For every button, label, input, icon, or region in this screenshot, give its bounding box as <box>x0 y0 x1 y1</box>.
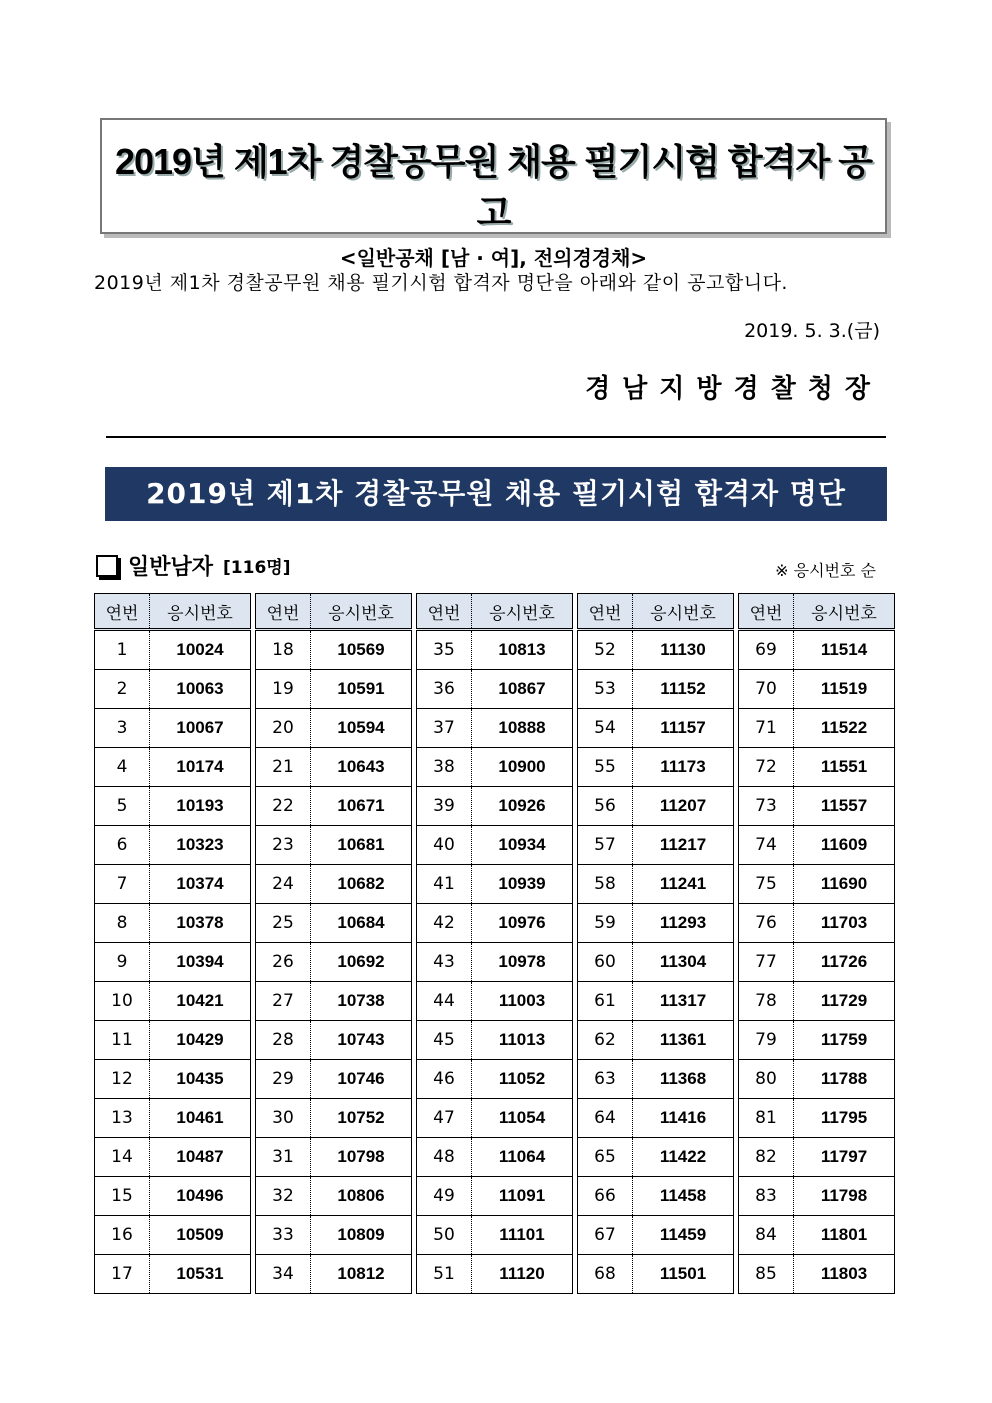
exam-number: 11459 <box>633 1216 734 1255</box>
row-number: 70 <box>739 670 794 709</box>
title-box <box>100 118 887 270</box>
row-number: 20 <box>256 709 311 748</box>
row-number: 42 <box>417 904 472 943</box>
row-number: 60 <box>578 943 633 982</box>
exam-number: 11361 <box>633 1021 734 1060</box>
exam-number: 10692 <box>311 943 412 982</box>
header-id: 응시번호 <box>794 594 895 630</box>
header-row <box>739 594 895 630</box>
date: 2019. 5. 3.(금) <box>744 320 880 342</box>
table-row <box>739 1021 895 1060</box>
exam-number: 11501 <box>633 1255 734 1294</box>
header-id: 응시번호 <box>150 594 251 630</box>
header-no: 연번 <box>417 594 472 630</box>
table-row <box>95 904 251 943</box>
results-table <box>94 593 251 1294</box>
table-row <box>417 630 573 670</box>
table-row <box>95 1060 251 1099</box>
exam-number: 10024 <box>150 630 251 670</box>
exam-number: 11557 <box>794 787 895 826</box>
table-row <box>417 1138 573 1177</box>
row-number: 49 <box>417 1177 472 1216</box>
table-row <box>739 787 895 826</box>
row-number: 36 <box>417 670 472 709</box>
table-row <box>739 1099 895 1138</box>
exam-number: 10643 <box>311 748 412 787</box>
exam-number: 11120 <box>472 1255 573 1294</box>
row-number: 11 <box>95 1021 150 1060</box>
exam-number: 10591 <box>311 670 412 709</box>
table-row <box>739 982 895 1021</box>
table-row <box>256 1216 412 1255</box>
table-row <box>578 943 734 982</box>
row-number: 34 <box>256 1255 311 1294</box>
table-row <box>256 826 412 865</box>
exam-number: 10378 <box>150 904 251 943</box>
row-number: 10 <box>95 982 150 1021</box>
header-no: 연번 <box>739 594 794 630</box>
exam-number: 10798 <box>311 1138 412 1177</box>
table-row <box>739 1177 895 1216</box>
table-row <box>417 982 573 1021</box>
row-number: 82 <box>739 1138 794 1177</box>
row-number: 3 <box>95 709 150 748</box>
table-row <box>578 1060 734 1099</box>
table-row <box>739 630 895 670</box>
list-banner: 2019년 제1차 경찰공무원 채용 필기시험 합격자 명단 <box>105 467 887 521</box>
row-number: 16 <box>95 1216 150 1255</box>
row-number: 26 <box>256 943 311 982</box>
exam-number: 10813 <box>472 630 573 670</box>
exam-number: 11064 <box>472 1138 573 1177</box>
results-table <box>577 593 734 1294</box>
table-row <box>417 1021 573 1060</box>
row-number: 52 <box>578 630 633 670</box>
exam-number: 10487 <box>150 1138 251 1177</box>
table-row <box>578 1216 734 1255</box>
exam-number: 10435 <box>150 1060 251 1099</box>
table-row <box>739 865 895 904</box>
table-row <box>739 1255 895 1294</box>
table-row <box>417 1255 573 1294</box>
table-row <box>417 865 573 904</box>
exam-number: 10374 <box>150 865 251 904</box>
row-number: 69 <box>739 630 794 670</box>
row-number: 57 <box>578 826 633 865</box>
table-row <box>578 1177 734 1216</box>
table-row <box>95 709 251 748</box>
row-number: 67 <box>578 1216 633 1255</box>
row-number: 45 <box>417 1021 472 1060</box>
notice-subtitle: <일반공채 [남 · 여], 전의경경채> <box>339 246 648 270</box>
exam-number: 10684 <box>311 904 412 943</box>
table-row <box>256 982 412 1021</box>
exam-number: 11759 <box>794 1021 895 1060</box>
exam-number: 11091 <box>472 1177 573 1216</box>
row-number: 13 <box>95 1099 150 1138</box>
header-row <box>95 594 251 630</box>
exam-number: 11130 <box>633 630 734 670</box>
table-row <box>578 1255 734 1294</box>
row-number: 78 <box>739 982 794 1021</box>
exam-number: 10509 <box>150 1216 251 1255</box>
table-row <box>256 1060 412 1099</box>
row-number: 53 <box>578 670 633 709</box>
table-row <box>95 826 251 865</box>
exam-number: 10063 <box>150 670 251 709</box>
table-row <box>95 670 251 709</box>
header-no: 연번 <box>578 594 633 630</box>
exam-number: 11609 <box>794 826 895 865</box>
row-number: 18 <box>256 630 311 670</box>
exam-number: 11207 <box>633 787 734 826</box>
exam-number: 10671 <box>311 787 412 826</box>
exam-number: 11003 <box>472 982 573 1021</box>
exam-number: 10752 <box>311 1099 412 1138</box>
table-row <box>578 865 734 904</box>
row-number: 47 <box>417 1099 472 1138</box>
table-row <box>95 943 251 982</box>
exam-number: 11013 <box>472 1021 573 1060</box>
exam-number: 11101 <box>472 1216 573 1255</box>
exam-number: 11173 <box>633 748 734 787</box>
header-id: 응시번호 <box>311 594 412 630</box>
signatory: 경남지방경찰청장 <box>585 374 882 404</box>
table-row <box>417 1060 573 1099</box>
row-number: 84 <box>739 1216 794 1255</box>
results-table <box>255 593 412 1294</box>
exam-number: 11797 <box>794 1138 895 1177</box>
table-row <box>578 709 734 748</box>
table-row <box>95 1138 251 1177</box>
row-number: 81 <box>739 1099 794 1138</box>
exam-number: 10809 <box>311 1216 412 1255</box>
exam-number: 11368 <box>633 1060 734 1099</box>
table-row <box>578 1021 734 1060</box>
row-number: 55 <box>578 748 633 787</box>
row-number: 21 <box>256 748 311 787</box>
row-number: 85 <box>739 1255 794 1294</box>
row-number: 31 <box>256 1138 311 1177</box>
table-row <box>95 865 251 904</box>
exam-number: 10738 <box>311 982 412 1021</box>
table-row <box>578 1138 734 1177</box>
row-number: 8 <box>95 904 150 943</box>
exam-number: 10888 <box>472 709 573 748</box>
table-row <box>578 748 734 787</box>
table-row <box>256 865 412 904</box>
table-row <box>739 748 895 787</box>
table-row <box>256 1177 412 1216</box>
row-number: 7 <box>95 865 150 904</box>
row-number: 40 <box>417 826 472 865</box>
row-number: 27 <box>256 982 311 1021</box>
exam-number: 10743 <box>311 1021 412 1060</box>
table-row <box>739 1138 895 1177</box>
exam-number: 10900 <box>472 748 573 787</box>
row-number: 80 <box>739 1060 794 1099</box>
exam-number: 11519 <box>794 670 895 709</box>
table-row <box>256 787 412 826</box>
exam-number: 11152 <box>633 670 734 709</box>
row-number: 12 <box>95 1060 150 1099</box>
row-number: 66 <box>578 1177 633 1216</box>
notice-title: 2019년 제1차 경찰공무원 채용 필기시험 합격자 공고 <box>114 141 873 233</box>
exam-number: 11054 <box>472 1099 573 1138</box>
row-number: 75 <box>739 865 794 904</box>
section-heading <box>96 550 290 581</box>
row-number: 33 <box>256 1216 311 1255</box>
exam-number: 11157 <box>633 709 734 748</box>
exam-number: 11514 <box>794 630 895 670</box>
exam-number: 11422 <box>633 1138 734 1177</box>
table-row <box>95 748 251 787</box>
row-number: 5 <box>95 787 150 826</box>
table-row <box>578 1099 734 1138</box>
table-row <box>417 826 573 865</box>
row-number: 32 <box>256 1177 311 1216</box>
row-number: 64 <box>578 1099 633 1138</box>
row-number: 77 <box>739 943 794 982</box>
row-number: 44 <box>417 982 472 1021</box>
row-number: 73 <box>739 787 794 826</box>
exam-number: 11458 <box>633 1177 734 1216</box>
exam-number: 11690 <box>794 865 895 904</box>
header-row <box>256 594 412 630</box>
row-number: 24 <box>256 865 311 904</box>
row-number: 58 <box>578 865 633 904</box>
exam-number: 10067 <box>150 709 251 748</box>
header-no: 연번 <box>95 594 150 630</box>
row-number: 56 <box>578 787 633 826</box>
row-number: 37 <box>417 709 472 748</box>
header-no: 연번 <box>256 594 311 630</box>
row-number: 79 <box>739 1021 794 1060</box>
exam-number: 10812 <box>311 1255 412 1294</box>
table-row <box>578 904 734 943</box>
exam-number: 10934 <box>472 826 573 865</box>
exam-number: 10976 <box>472 904 573 943</box>
row-number: 62 <box>578 1021 633 1060</box>
table-row <box>417 670 573 709</box>
row-number: 59 <box>578 904 633 943</box>
exam-number: 10939 <box>472 865 573 904</box>
row-number: 61 <box>578 982 633 1021</box>
exam-number: 11726 <box>794 943 895 982</box>
results-table <box>738 593 895 1294</box>
table-row <box>739 709 895 748</box>
row-number: 51 <box>417 1255 472 1294</box>
row-number: 1 <box>95 630 150 670</box>
row-number: 50 <box>417 1216 472 1255</box>
header-id: 응시번호 <box>472 594 573 630</box>
row-number: 68 <box>578 1255 633 1294</box>
exam-number: 10496 <box>150 1177 251 1216</box>
table-row <box>256 748 412 787</box>
intro-text: 2019년 제1차 경찰공무원 채용 필기시험 합격자 명단을 아래와 같이 공고합니다. <box>94 272 788 294</box>
exam-number: 10461 <box>150 1099 251 1138</box>
results-table <box>416 593 573 1294</box>
exam-number: 11317 <box>633 982 734 1021</box>
table-row <box>417 904 573 943</box>
header-row <box>578 594 734 630</box>
section-count: [116명] <box>223 558 291 578</box>
row-number: 30 <box>256 1099 311 1138</box>
row-number: 83 <box>739 1177 794 1216</box>
row-number: 38 <box>417 748 472 787</box>
row-number: 46 <box>417 1060 472 1099</box>
table-row <box>739 1060 895 1099</box>
row-number: 39 <box>417 787 472 826</box>
exam-number: 11241 <box>633 865 734 904</box>
exam-number: 11217 <box>633 826 734 865</box>
table-row <box>578 826 734 865</box>
exam-number: 11052 <box>472 1060 573 1099</box>
row-number: 15 <box>95 1177 150 1216</box>
row-number: 71 <box>739 709 794 748</box>
table-row <box>739 826 895 865</box>
table-row <box>256 670 412 709</box>
exam-number: 11801 <box>794 1216 895 1255</box>
exam-number: 11729 <box>794 982 895 1021</box>
row-number: 76 <box>739 904 794 943</box>
exam-number: 10394 <box>150 943 251 982</box>
row-number: 28 <box>256 1021 311 1060</box>
table-row <box>256 709 412 748</box>
table-row <box>578 787 734 826</box>
table-row <box>417 1099 573 1138</box>
row-number: 19 <box>256 670 311 709</box>
exam-number: 11304 <box>633 943 734 982</box>
table-row <box>739 670 895 709</box>
exam-number: 10531 <box>150 1255 251 1294</box>
exam-number: 10594 <box>311 709 412 748</box>
exam-number: 11551 <box>794 748 895 787</box>
checkbox-square-icon <box>96 555 118 577</box>
exam-number: 11795 <box>794 1099 895 1138</box>
table-row <box>95 1177 251 1216</box>
section-label: 일반남자 <box>128 555 214 580</box>
exam-number: 10429 <box>150 1021 251 1060</box>
sort-note: ※ 응시번호 순 <box>775 561 876 580</box>
table-row <box>578 670 734 709</box>
row-number: 14 <box>95 1138 150 1177</box>
results-tables <box>94 593 895 1294</box>
row-number: 63 <box>578 1060 633 1099</box>
table-row <box>95 1099 251 1138</box>
row-number: 43 <box>417 943 472 982</box>
exam-number: 10682 <box>311 865 412 904</box>
row-number: 4 <box>95 748 150 787</box>
row-number: 23 <box>256 826 311 865</box>
row-number: 48 <box>417 1138 472 1177</box>
table-row <box>417 787 573 826</box>
row-number: 25 <box>256 904 311 943</box>
row-number: 22 <box>256 787 311 826</box>
table-row <box>417 1216 573 1255</box>
table-row <box>256 1099 412 1138</box>
exam-number: 11416 <box>633 1099 734 1138</box>
row-number: 35 <box>417 630 472 670</box>
table-row <box>256 1021 412 1060</box>
table-row <box>578 630 734 670</box>
table-row <box>95 1021 251 1060</box>
table-row <box>95 787 251 826</box>
exam-number: 11798 <box>794 1177 895 1216</box>
exam-number: 10323 <box>150 826 251 865</box>
table-row <box>256 904 412 943</box>
exam-number: 11803 <box>794 1255 895 1294</box>
table-row <box>256 943 412 982</box>
row-number: 54 <box>578 709 633 748</box>
row-number: 41 <box>417 865 472 904</box>
divider <box>106 436 886 438</box>
table-row <box>95 1255 251 1294</box>
row-number: 17 <box>95 1255 150 1294</box>
exam-number: 11293 <box>633 904 734 943</box>
table-row <box>739 1216 895 1255</box>
table-row <box>417 943 573 982</box>
table-row <box>95 630 251 670</box>
table-row <box>95 982 251 1021</box>
row-number: 72 <box>739 748 794 787</box>
header-row <box>417 594 573 630</box>
row-number: 29 <box>256 1060 311 1099</box>
table-row <box>95 1216 251 1255</box>
table-row <box>256 1138 412 1177</box>
exam-number: 10174 <box>150 748 251 787</box>
table-row <box>578 982 734 1021</box>
exam-number: 11788 <box>794 1060 895 1099</box>
table-row <box>256 630 412 670</box>
exam-number: 10867 <box>472 670 573 709</box>
table-row <box>417 748 573 787</box>
exam-number: 11522 <box>794 709 895 748</box>
table-row <box>256 1255 412 1294</box>
row-number: 9 <box>95 943 150 982</box>
header-id: 응시번호 <box>633 594 734 630</box>
exam-number: 10746 <box>311 1060 412 1099</box>
row-number: 2 <box>95 670 150 709</box>
exam-number: 10806 <box>311 1177 412 1216</box>
row-number: 65 <box>578 1138 633 1177</box>
table-row <box>417 709 573 748</box>
exam-number: 11703 <box>794 904 895 943</box>
exam-number: 10681 <box>311 826 412 865</box>
table-row <box>739 904 895 943</box>
table-row <box>417 1177 573 1216</box>
exam-number: 10978 <box>472 943 573 982</box>
table-row <box>739 943 895 982</box>
exam-number: 10193 <box>150 787 251 826</box>
exam-number: 10569 <box>311 630 412 670</box>
row-number: 6 <box>95 826 150 865</box>
row-number: 74 <box>739 826 794 865</box>
exam-number: 10421 <box>150 982 251 1021</box>
exam-number: 10926 <box>472 787 573 826</box>
